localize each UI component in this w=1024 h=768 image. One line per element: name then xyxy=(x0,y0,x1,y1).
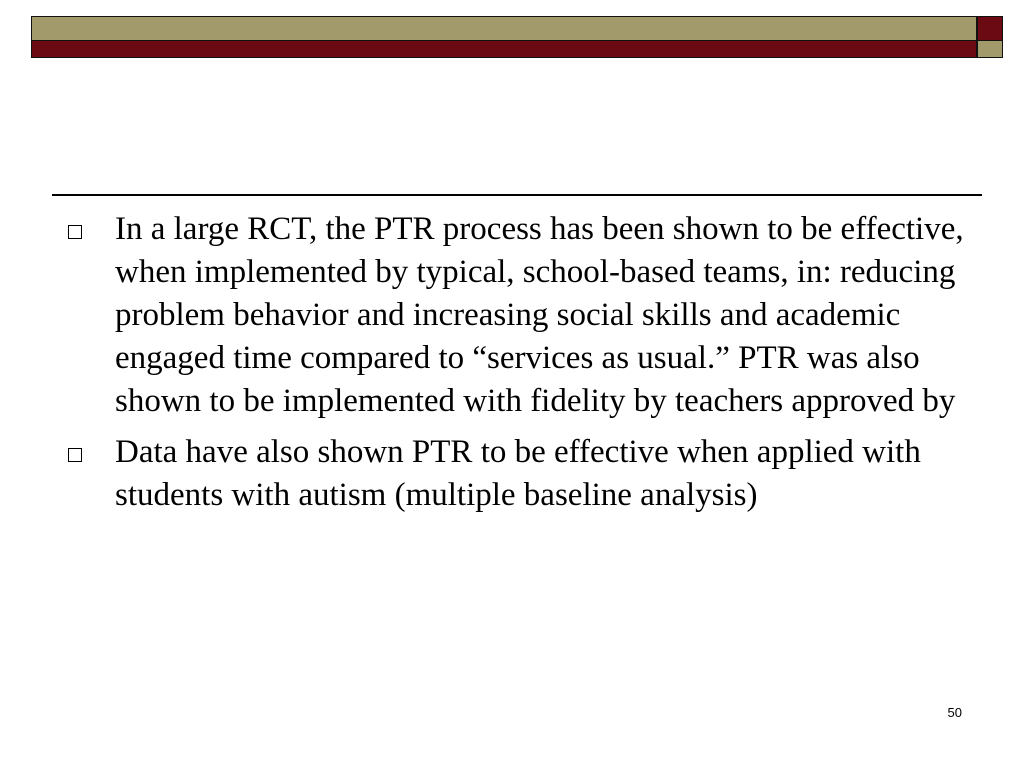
header-band-olive xyxy=(31,16,977,41)
header-band-maroon xyxy=(31,41,977,58)
bullet-text: Data have also shown PTR to be effective when applied with students with autism (multiple baseline analysis) xyxy=(115,434,921,513)
header-corner-square-maroon xyxy=(977,16,1003,41)
hollow-square-bullet-icon xyxy=(68,448,82,462)
page-number: 50 xyxy=(947,705,962,720)
bullet-item xyxy=(64,208,964,423)
hollow-square-bullet-icon xyxy=(68,225,82,239)
slide-body xyxy=(64,208,964,525)
bullet-item xyxy=(64,431,964,517)
bullet-text: In a large RCT, the PTR process has been shown to be effective, when implemented by typical, school-based teams, in: reducing problem behavior and increasing social skills and academic engaged time compared to “services as usual.” PTR was also shown to be implemented with fidelity by teachers approved by xyxy=(115,211,964,419)
title-divider xyxy=(52,194,982,196)
header-corner-square-olive xyxy=(977,41,1003,58)
